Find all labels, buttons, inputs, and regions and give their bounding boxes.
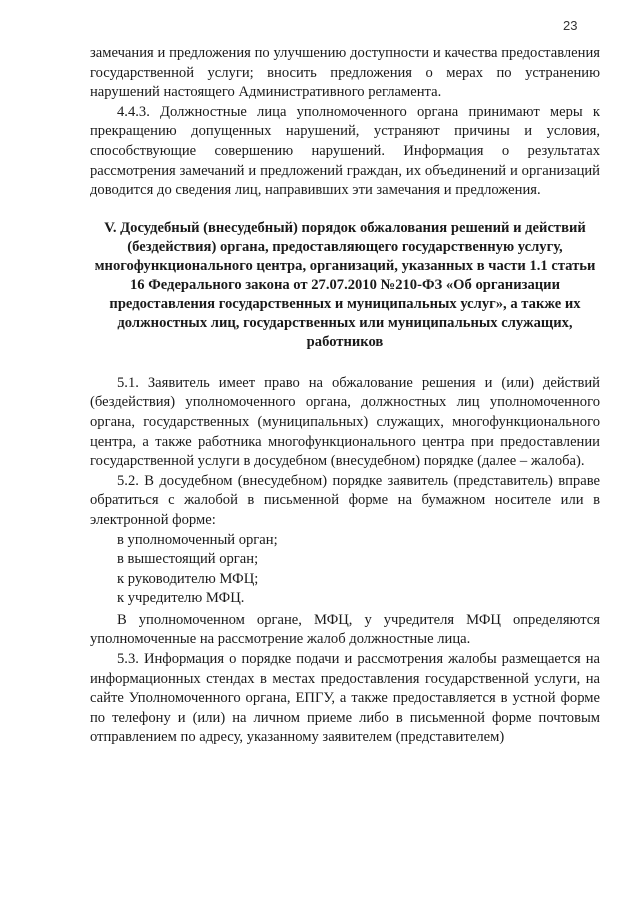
list-item: в вышестоящий орган; [117,551,259,568]
paragraph-5-1: 5.1. Заявитель имеет право на обжалование решения и (или) действий (бездействия) уполномоченного органа, должностных лиц уполномоченного органа, государственных (муниципальных) служащих, многофункционального центра, а также работника многофункционального центра при предоставлении государственной услуги в досудебном (внесудебном) порядке (далее – жалоба). [90,374,600,470]
document-body [90,44,600,748]
paragraph-continuation: замечания и предложения по улучшению доступности и качества предоставления государственной услуги; вносить предложения о мерах по устранению нарушений настоящего Административного регламента. [90,45,600,101]
paragraph-5-3: 5.3. Информация о порядке подачи и рассмотрения жалобы размещается на информационных стендах в местах предоставления государственной услуги, на сайте Уполномоченного органа, ЕПГУ, а также предоставляется в устной форме по телефону и (или) на личном приеме либо в письменной форме почтовым отправлением по адресу, указанному заявителем (представителем) [90,651,600,746]
list-item: к руководителю МФЦ; [117,570,259,587]
paragraph-mfc-officials: В уполномоченном органе, МФЦ, у учредителя МФЦ определяются уполномоченные на рассмотрение жалоб должностные лица. [90,611,600,648]
section-heading: V. Досудебный (внесудебный) порядок обжалования решений и действий (бездействия) органа, предоставляющего государственную услугу, многофункционального центра, организаций, указанных в части 1.1 статьи 16 Федерального закона от 27.07.2010 №210-ФЗ «Об организации предоставления государственных и муниципальных услуг», а также их должностных лиц, государственных или муниципальных служащих, работников [94,219,596,350]
paragraph-5-2: 5.2. В досудебном (внесудебном) порядке заявитель (представитель) вправе обратиться с жалобой в письменной форме на бумажном носителе или в электронной форме: [90,472,600,528]
list-item: в уполномоченный орган; [117,531,278,548]
page-number: 23 [563,18,578,33]
list-item: к учредителю МФЦ. [117,590,245,607]
complaint-recipients-list [90,531,600,609]
paragraph-4-4-3: 4.4.3. Должностные лица уполномоченного органа принимают меры к прекращению допущенных нарушений, устраняют причины и условия, способствующие совершению нарушений. Информация о результатах рассмотрения замечаний и предложений граждан, их объединений и организаций доводится до сведения лиц, направивших эти замечания и предложения. [90,103,600,199]
